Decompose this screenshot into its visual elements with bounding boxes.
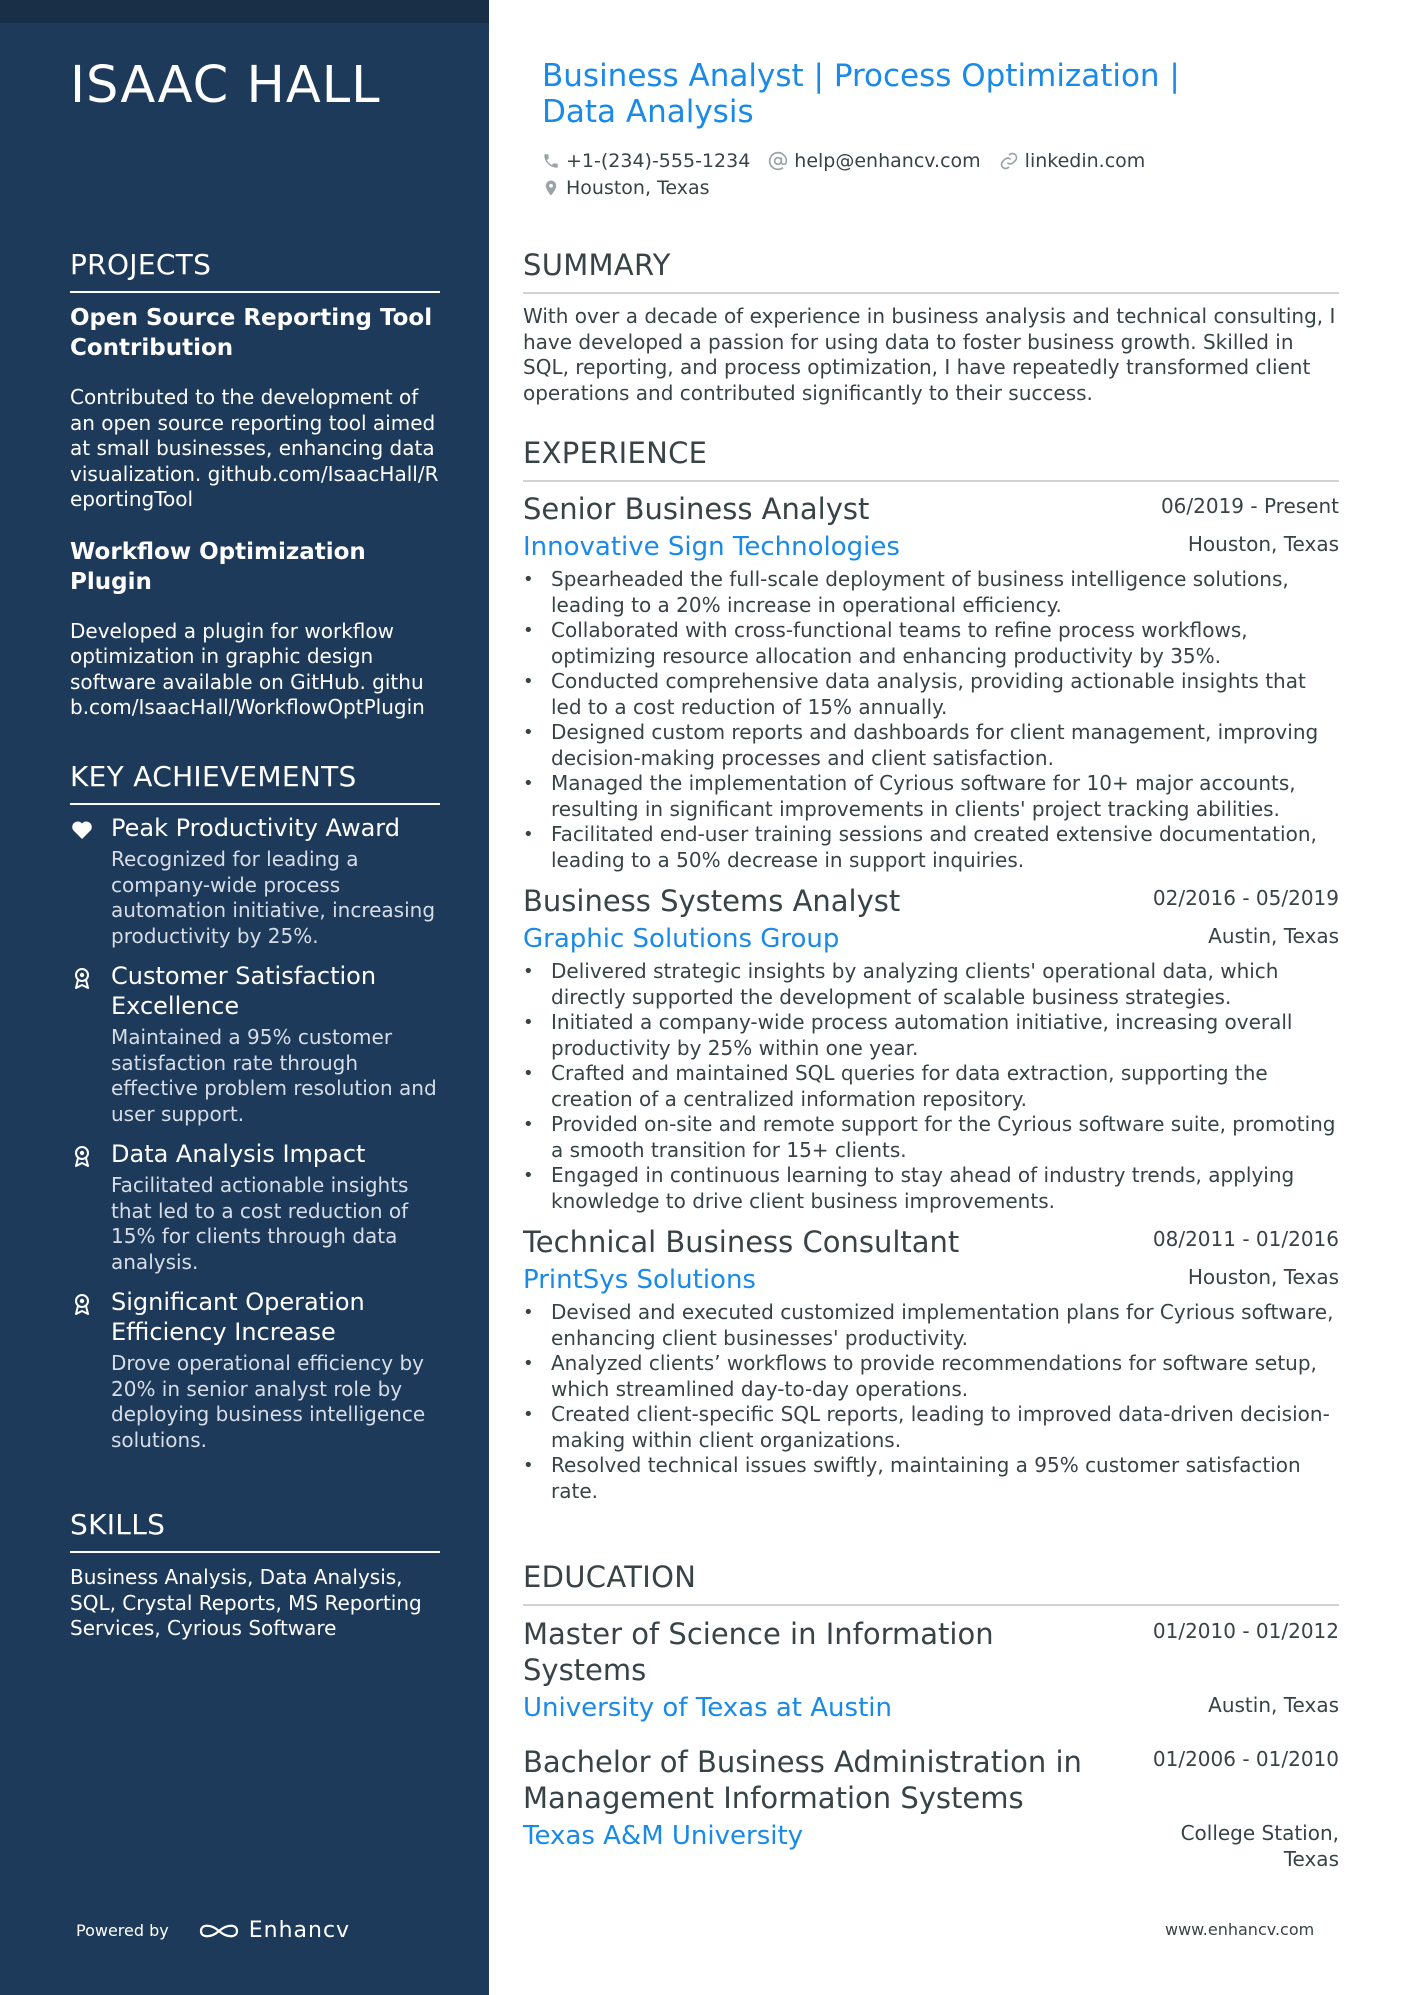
achievement-title: Data Analysis Impact [111,1140,366,1168]
footer-url[interactable]: www.enhancv.com [1165,1920,1315,1939]
heart-icon [70,818,94,842]
sidebar-top-bar [0,0,489,23]
degree-title: Bachelor of Business Administration in Management Information Systems [523,1745,1082,1815]
job-company: PrintSys Solutions [523,1265,756,1295]
achievement-description: Maintained a 95% customer satisfaction rate through effective problem resolution and user support. [111,1025,437,1126]
achievement-title: Customer Satisfaction Excellence [111,962,377,1020]
projects-section [70,248,440,721]
job-bullet: • Conducted comprehensive data analysis, providing actionable insights that led to a cost reduction of 15% annually. [523,669,1339,720]
summary-text: With over a decade of experience in business analysis and technical consulting, I have developed a passion for using data to foster business growth. Skilled in SQL, reporting, and process optimization, I have repeatedly transformed client operations and contributed significantly to their success. [523,304,1336,405]
at-icon [768,151,788,171]
projects-heading: PROJECTS [70,248,440,293]
school-name: University of Texas at Austin [523,1693,892,1723]
sidebar [0,0,489,1995]
phone-number: +1-(234)-555-1234 [566,150,751,172]
education-location: College Station, Texas [1180,1821,1339,1871]
project-description-text: Contributed to the development of an open source reporting tool aimed at small businesses, enhancing data visualization. [70,385,436,486]
project-link[interactable]: github.com/IsaacHall/WorkflowOptPlugin [70,669,425,719]
achievements-heading: KEY ACHIEVEMENTS [70,760,440,805]
achievement-item [70,813,440,949]
candidate-name: ISAAC HALL [70,56,381,115]
project-description [70,385,440,513]
achievement-item [70,1139,440,1275]
education-entry [523,1744,1339,1872]
job-bullet: • Designed custom reports and dashboards for client management, improving decision-making processes and client satisfaction. [523,720,1339,771]
job-dates: 02/2016 - 05/2019 [1152,886,1339,910]
job-bullet: • Initiated a company-wide process automation initiative, increasing overall productivity by 25% within one year. [523,1010,1339,1061]
skills-list: Business Analysis, Data Analysis, SQL, Crystal Reports, MS Reporting Services, Cyrious Software [70,1565,422,1640]
education-entry [523,1616,1339,1724]
headline: Business Analyst | Process Optimization | Data Analysis [542,58,1180,130]
skills-section [70,1508,440,1642]
contact-location [542,177,710,199]
project-title: Open Source Reporting Tool Contribution [70,305,433,361]
achievement-description: Facilitated actionable insights that led to a cost reduction of 15% for clients through data analysis. [111,1173,409,1274]
job-bullets [523,1300,1339,1504]
education-heading: EDUCATION [523,1560,1339,1606]
project-link[interactable]: github.com/IsaacHall/ReportingTool [70,461,439,511]
achievements-section [70,760,440,1453]
award-icon [70,1144,94,1168]
education-dates: 01/2010 - 01/2012 [1152,1619,1339,1643]
enhancv-brand-name: Enhancv [248,1918,351,1943]
job-bullets [523,959,1339,1214]
contact-phone[interactable] [542,150,750,172]
job-bullet: • Devised and executed customized implementation plans for Cyrious software, enhancing client businesses' productivity. [523,1300,1339,1351]
award-icon [70,1292,94,1316]
job-bullet: • Managed the implementation of Cyrious software for 10+ major accounts, resulting in significant improvements in clients' project tracking abilities. [523,771,1339,822]
job-bullet: • Delivered strategic insights by analyzing clients' operational data, which directly supported the development of scalable business strategies. [523,959,1339,1010]
job-bullets [523,567,1339,873]
experience-section [523,436,1339,1504]
project-item [70,303,440,513]
job-title: Technical Business Consultant [523,1225,960,1259]
skills-heading: SKILLS [70,1508,440,1553]
email-address: help@enhancv.com [794,150,981,172]
project-title: Workflow Optimization Plugin [70,538,366,595]
job-dates: 06/2019 - Present [1160,494,1339,518]
experience-heading: EXPERIENCE [523,436,1339,482]
contact-email[interactable] [768,150,980,172]
phone-icon [542,152,560,170]
degree-title: Master of Science in Information Systems [523,1617,994,1687]
job-title: Business Systems Analyst [523,884,901,918]
summary-section [523,248,1339,406]
job-dates: 08/2011 - 01/2016 [1152,1227,1339,1251]
job-bullet: • Spearheaded the full-scale deployment of business intelligence solutions, leading to a 20% increase in operational efficiency. [523,567,1339,618]
job-bullet: • Engaged in continuous learning to stay ahead of industry trends, applying knowledge to drive client business improvements. [523,1163,1339,1214]
linkedin-url: linkedin.com [1024,150,1146,172]
achievement-item [70,961,440,1127]
job-title: Senior Business Analyst [523,492,870,526]
achievement-description: Drove operational efficiency by 20% in senior analyst role by deploying business intelligence solutions. [111,1351,426,1452]
contact-linkedin[interactable] [999,150,1146,172]
job-entry [523,491,1339,873]
job-bullet: • Analyzed clients’ workflows to provide recommendations for software setup, which streamlined day-to-day operations. [523,1351,1339,1402]
job-bullet: • Provided on-site and remote support for the Cyrious software suite, promoting a smooth transition for 15+ clients. [523,1112,1339,1163]
achievement-description: Recognized for leading a company-wide process automation initiative, increasing productivity by 25%. [111,847,436,948]
award-icon [70,966,94,990]
achievement-title: Peak Productivity Award [111,814,400,842]
contact-info [542,148,1322,202]
enhancv-brand[interactable] [197,1918,350,1943]
project-description [70,619,440,721]
education-location: Austin, Texas [1208,1693,1339,1717]
project-description-text: Developed a plugin for workflow optimization in graphic design software available on GitHub. [70,618,394,694]
school-name: Texas A&M University [523,1821,804,1851]
location-text: Houston, Texas [566,177,710,199]
job-location: Austin, Texas [1208,924,1339,948]
enhancv-logo-icon [197,1920,241,1942]
achievement-item [70,1287,440,1453]
powered-by-label: Powered by [76,1921,169,1940]
job-bullet: • Collaborated with cross-functional teams to refine process workflows, optimizing resource allocation and enhancing productivity by 35%. [523,618,1339,669]
location-pin-icon [542,178,560,198]
job-bullet: • Created client-specific SQL reports, leading to improved data-driven decision-making within client organizations. [523,1402,1339,1453]
job-bullet: • Crafted and maintained SQL queries for data extraction, supporting the creation of a centralized information repository. [523,1061,1339,1112]
job-company: Graphic Solutions Group [523,924,840,954]
project-item [70,537,440,721]
job-entry [523,883,1339,1214]
job-entry [523,1224,1339,1504]
achievement-title: Significant Operation Efficiency Increase [111,1288,365,1346]
link-icon [999,151,1019,171]
job-bullet: • Facilitated end-user training sessions and created extensive documentation, leading to a 50% decrease in support inquiries. [523,822,1339,873]
job-company: Innovative Sign Technologies [523,532,900,562]
education-section [523,1560,1339,1872]
education-dates: 01/2006 - 01/2010 [1152,1747,1339,1771]
job-bullet: • Resolved technical issues swiftly, maintaining a 95% customer satisfaction rate. [523,1453,1339,1504]
summary-heading: SUMMARY [523,248,1339,294]
powered-by [76,1918,350,1943]
job-location: Houston, Texas [1187,1265,1339,1289]
job-location: Houston, Texas [1187,532,1339,556]
